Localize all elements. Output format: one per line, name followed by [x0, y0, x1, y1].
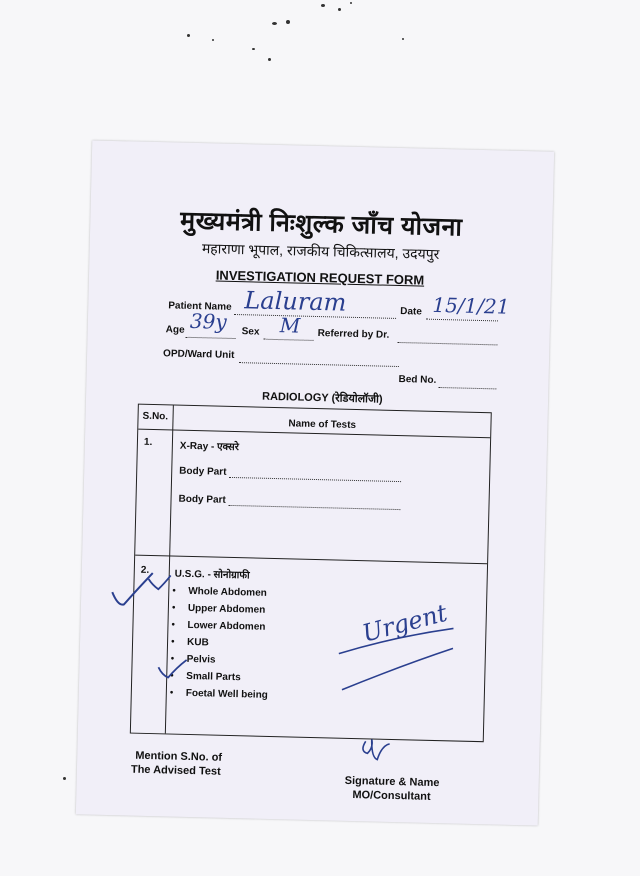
row1-body-part-1-line: [229, 469, 401, 482]
row1-sno: 1.: [143, 436, 153, 449]
sex-label: Sex: [241, 326, 260, 338]
bullet: •: [171, 619, 176, 631]
check-mark-icon: [148, 575, 170, 590]
row2-test-name: U.S.G. - सोनोग्राफी: [174, 568, 250, 582]
bullet: •: [169, 687, 174, 699]
date-label: Date: [400, 306, 423, 318]
age-label: Age: [165, 324, 185, 336]
mo-consultant-label: MO/Consultant: [352, 789, 431, 803]
signature-name-label: Signature & Name: [344, 774, 440, 790]
bullet: •: [171, 602, 176, 614]
row1-body-part-2-label: Body Part: [178, 493, 226, 506]
table-header-divider: [138, 429, 490, 439]
form-title: INVESTIGATION REQUEST FORM: [215, 267, 425, 288]
radiology-heading: RADIOLOGY (रेडियोलॉजी): [261, 390, 383, 406]
date-value: 15/1/21: [432, 292, 510, 319]
referred-by-line: [397, 332, 497, 345]
patient-name-value: Laluram: [244, 286, 347, 317]
handwritten-marks: [101, 554, 505, 744]
mention-sno-line1: Mention S.No. of: [135, 749, 223, 764]
usg-item-small-parts: Small Parts: [186, 670, 241, 684]
hindi-title: मुख्यमंत्री निःशुल्क जाँच योजना: [179, 206, 463, 242]
tests-header: Name of Tests: [288, 418, 357, 431]
investigation-form-paper: [76, 140, 554, 825]
bullet: •: [170, 653, 175, 665]
mention-sno-line2: The Advised Test: [130, 763, 221, 778]
usg-item-lower-abdomen: Lower Abdomen: [187, 619, 266, 633]
tests-table: [130, 404, 492, 743]
usg-item-upper-abdomen: Upper Abdomen: [187, 602, 266, 616]
row2-sno: 2.: [140, 564, 150, 576]
patient-name-label: Patient Name: [168, 300, 232, 313]
check-mark-icon: [158, 659, 186, 678]
sex-value: M: [279, 313, 301, 338]
bed-no-label: Bed No.: [398, 374, 437, 386]
row1-body-part-1-label: Body Part: [179, 465, 227, 478]
bed-no-line: [438, 377, 496, 389]
bullet: •: [170, 636, 175, 648]
bullet: •: [170, 670, 174, 682]
urgent-handwritten-note: Urgent: [359, 598, 451, 648]
opd-ward-label: OPD/Ward Unit: [162, 348, 235, 361]
signature-scribble-icon: [359, 737, 400, 778]
usg-item-foetal-well-being: Foetal Well being: [185, 687, 268, 701]
hindi-subtitle: महाराणा भूपाल, राजकीय चिकित्सालय, उदयपुर: [201, 240, 440, 262]
row1-body-part-2-line: [228, 497, 400, 510]
sno-header: S.No.: [142, 410, 169, 423]
usg-item-whole-abdomen: Whole Abdomen: [188, 585, 267, 599]
underline-stroke-icon: [342, 646, 453, 693]
usg-item-pelvis: Pelvis: [186, 653, 216, 666]
opd-ward-line: [239, 352, 399, 367]
age-value: 39y: [189, 308, 227, 334]
check-mark-icon: [112, 572, 153, 605]
row1-test-name: X-Ray - एक्सरे: [179, 440, 239, 454]
referred-by-label: Referred by Dr.: [317, 328, 390, 341]
bullet: •: [172, 585, 176, 597]
usg-item-kub: KUB: [186, 636, 209, 649]
